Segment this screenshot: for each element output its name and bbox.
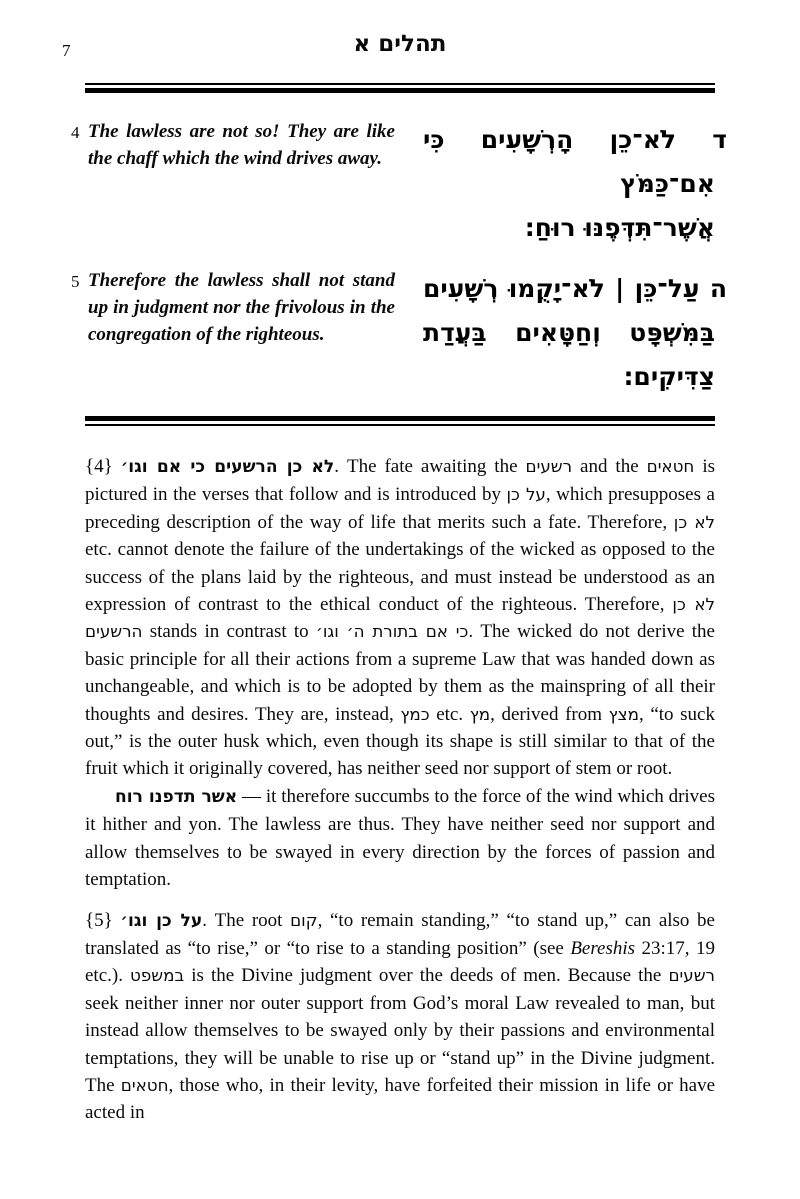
verse-4-hebrew-line-1 [423,118,727,206]
commentary-section [0,426,800,1127]
page-header [0,0,800,83]
book-title-hebrew: תהלים א [353,31,447,57]
verse-5-number: 5 [71,272,80,291]
verse-5-hebrew [423,267,727,399]
verse-section [0,93,800,399]
verse-4-hebrew-letter: ד [712,125,727,154]
verse-4-hebrew-text-1: לֹא־כֵן הָרְשָׁעִים כִּי אִם־כַּמֹּץ [423,125,715,198]
verse-4-english-text: The lawless are not so! They are like the chaff which the wind drives away. [88,121,395,169]
commentary-paragraph-verse-4: {4} לא כן הרשעים כי אם וגו׳. The fate awaiting the רשעים and the חטאים is pictured in the verses that follow and is introduced by על כן, which presupposes a preceding description of the way of life that merits such a fate. Therefore, לא כן etc. cannot denote the failure of the undertakings of the wicked as opposed to the success of the plans laid by the righteous, and must instead be understood as an expression of contrast to the ethical conduct of the righteous. Therefore, לא כן הרשעים stands in contrast to כי אם בתורת ה׳ וגו׳. The wicked do not derive the basic principle for all their actions from a supreme Law that was handed down as unchangeable, and which is to be adopted by them as the mainspring of all their thoughts and desires. They are, instead, כמץ etc. מץ, derived from מצץ, “to suck out,” is the outer husk which, even though its shape is still similar to that of the fruit which it originally covered, has neither seed nor support of stem or root. [85,456,715,780]
verse-4-number: 4 [71,123,80,142]
verse-5-translation [71,267,395,348]
verse-row-4 [71,118,727,250]
verse-4-hebrew [423,118,727,250]
page-number: 7 [62,41,71,60]
verse-4-hebrew-line-2: אֲשֶׁר־תִּדְּפֶנּוּ רוּחַ: [524,213,715,242]
commentary-paragraph-verse-5: {5} על כן וגו׳. The root קום, “to remain standing,” “to stand up,” can also be translated as “to rise,” or “to rise to a standing position” (see Bereshis 23:17, 19 etc.). במשפט is the Divine judgment over the deeds of men. Because the רשעים seek neither inner nor outer support from God’s moral Law revealed to man, but instead allow themselves to be swayed only by their passions and environmental temptations, they will be unable to rise up or “stand up” in the Divine judgment. The חטאים, those who, in their levity, have forfeited their mission in life or have acted in [85,909,715,1124]
commentary-paragraph-asher-tidfenu: אשר תדפנו רוח — it therefore succumbs to the force of the wind which drives it hither and yon. The lawless are thus. They have neither seed nor support and allow themselves to be swayed in every direction by the forces of passion and temptation. [85,785,716,891]
verse-row-5 [71,267,727,399]
verse-5-hebrew-line-1 [423,267,727,311]
top-double-rule [85,83,715,93]
verse-5-hebrew-letter: ה [709,274,727,303]
rule-thin-line [85,83,715,85]
verse-5-hebrew-line-2: בַּמִּשְׁפָּט וְחַטָּאִים בַּעֲדַת צַדִּיקִים: [423,318,715,391]
verse-5-hebrew-text-1: עַל־כֵּן | לֹא־יָקֻמוּ רְשָׁעִים [423,274,700,303]
rule-thick-line [85,416,715,421]
middle-double-rule [85,416,715,426]
verse-4-translation [71,118,395,172]
verse-5-english-text: Therefore the lawless shall not stand up in judgment nor the frivolous in the congregation of the righteous. [88,270,395,345]
